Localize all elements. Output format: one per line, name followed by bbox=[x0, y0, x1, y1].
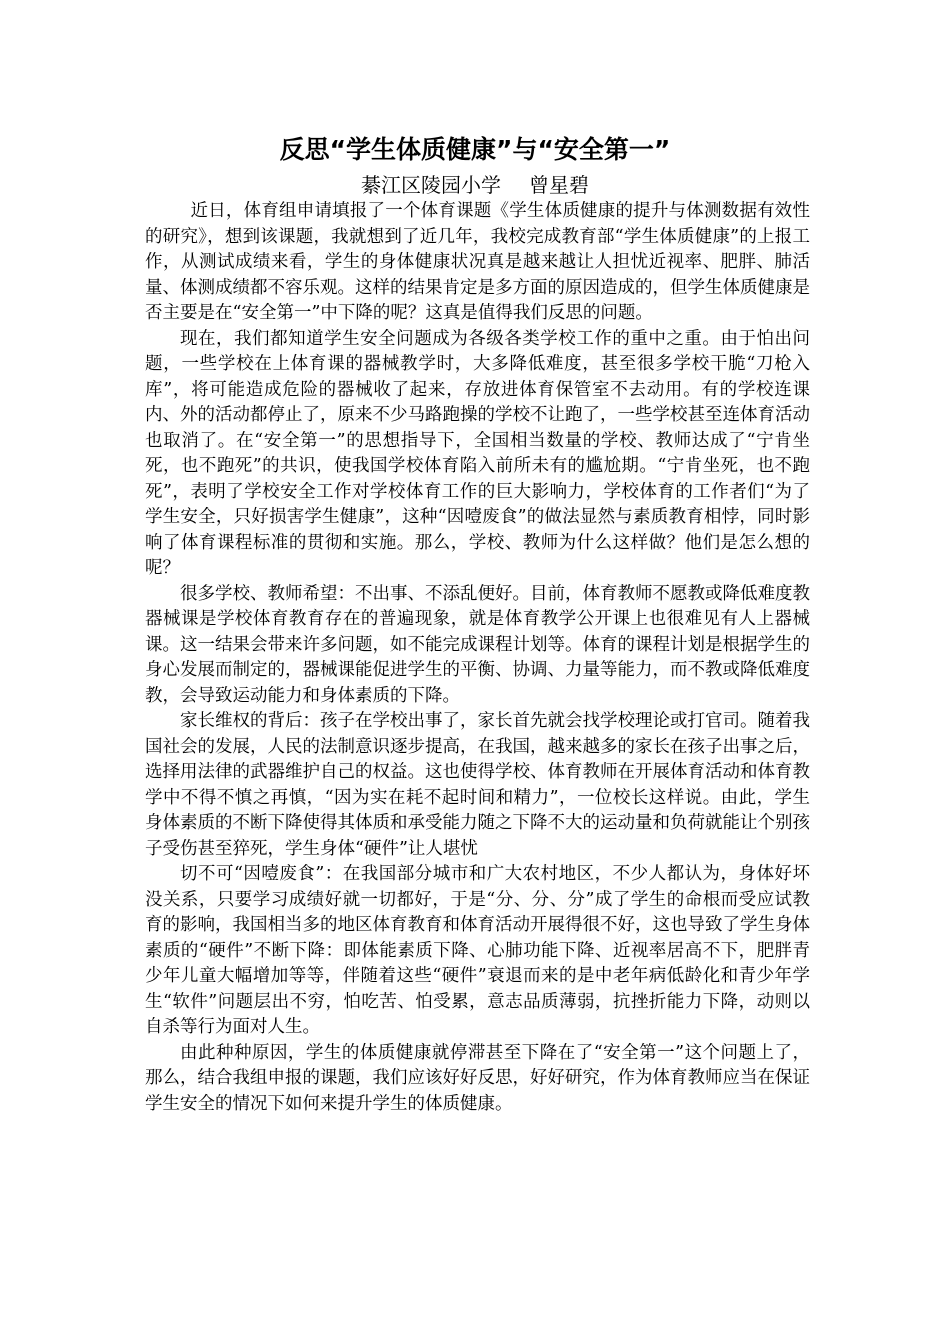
paragraph-1: 近日，体育组申请填报了一个体育课题《学生体质健康的提升与体测数据有效性的研究》，想到该课题，我就想到了近几年，我校完成教育部“学生体质健康”的上报工作，从测试成绩来看，学生的身体健康状况真是越来越让人担忧近视率、肥胖、肺活量、体测成绩都不容乐观。这样的结果肯定是多方面的原因造成的，但学生体质健康是否主要是在“安全第一”中下降的呢？这真是值得我们反思的问题。 bbox=[145, 201, 810, 323]
paragraph-6: 由此种种原因，学生的体质健康就停滞甚至下降在了“安全第一”这个问题上了，那么，结合我组申报的课题，我们应该好好反思，好好研究，作为体育教师应当在保证学生安全的情况下如何来提升学生的体质健康。 bbox=[145, 1042, 810, 1114]
author-name: 曾星碧 bbox=[529, 173, 589, 197]
article-body bbox=[145, 199, 810, 1117]
paragraph-5: 切不可“因噎废食”：在我国部分城市和广大农村地区，不少人都认为，身体好坏没关系，只要学习成绩好就一切都好，于是“分、分、分”成了学生的命根而受应试教育的影响，我国相当多的地区体育教育和体育活动开展得很不好，这也导致了学生身体素质的“硬件”不断下降：即体能素质下降、心肺功能下降、近视率居高不下，肥胖青少年儿童大幅增加等等，伴随着这些“硬件”衰退而来的是中老年病低龄化和青少年学生“软件”问题层出不穷，怕吃苦、怕受累，意志品质薄弱，抗挫折能力下降，动则以自杀等行为面对人生。 bbox=[145, 864, 810, 1037]
author-school: 綦江区陵园小学 bbox=[361, 173, 501, 197]
document-title: 反思“学生体质健康”与“安全第一” bbox=[279, 135, 671, 164]
paragraph-3: 很多学校、教师希望：不出事、不添乱便好。目前，体育教师不愿教或降低难度教器械课是学校体育教育存在的普遍现象，就是体育教学公开课上也很难见有人上器械课。这一结果会带来许多问题，如不能完成课程计划等。体育的课程计划是根据学生的身心发展而制定的，器械课能促进学生的平衡、协调、力量等能力，而不教或降低难度教，会导致运动能力和身体素质的下降。 bbox=[145, 583, 810, 706]
author-byline bbox=[140, 170, 810, 200]
paragraph-4: 家长维权的背后：孩子在学校出事了，家长首先就会找学校理论或打官司。随着我国社会的发展，人民的法制意识逐步提高，在我国，越来越多的家长在孩子出事之后，选择用法律的武器维护自己的权益。这也使得学校、体育教师在开展体育活动和体育教学中不得不慎之再慎，“因为实在耗不起时间和精力”，一位校长这样说。由此，学生身体素质的不断下降使得其体质和承受能力随之下降不大的运动量和负荷就能让个别孩子受伤甚至猝死，学生身体“硬件”让人堪忧 bbox=[145, 711, 810, 859]
paragraph-2: 现在，我们都知道学生安全问题成为各级各类学校工作的重中之重。由于怕出问题，一些学校在上体育课的器械教学时，大多降低难度，甚至很多学校干脆“刀枪入库”，将可能造成危险的器械收了起来，存放进体育保管室不去动用。有的学校连课内、外的活动都停止了，原来不少马路跑操的学校不让跑了，一些学校甚至连体育活动也取消了。在“安全第一”的思想指导下，全国相当数量的学校、教师达成了“宁肯坐死，也不跑死”的共识，使我国学校体育陷入前所未有的尴尬期。“宁肯坐死，也不跑死”，表明了学校安全工作对学校体育工作的巨大影响力，学校体育的工作者们“为了学生安全，只好损害学生健康”，这种“因噎废食”的做法显然与素质教育相悖，同时影响了体育课程标准的贯彻和实施。那么，学校、教师为什么这样做？他们是怎么想的呢？ bbox=[145, 328, 810, 578]
